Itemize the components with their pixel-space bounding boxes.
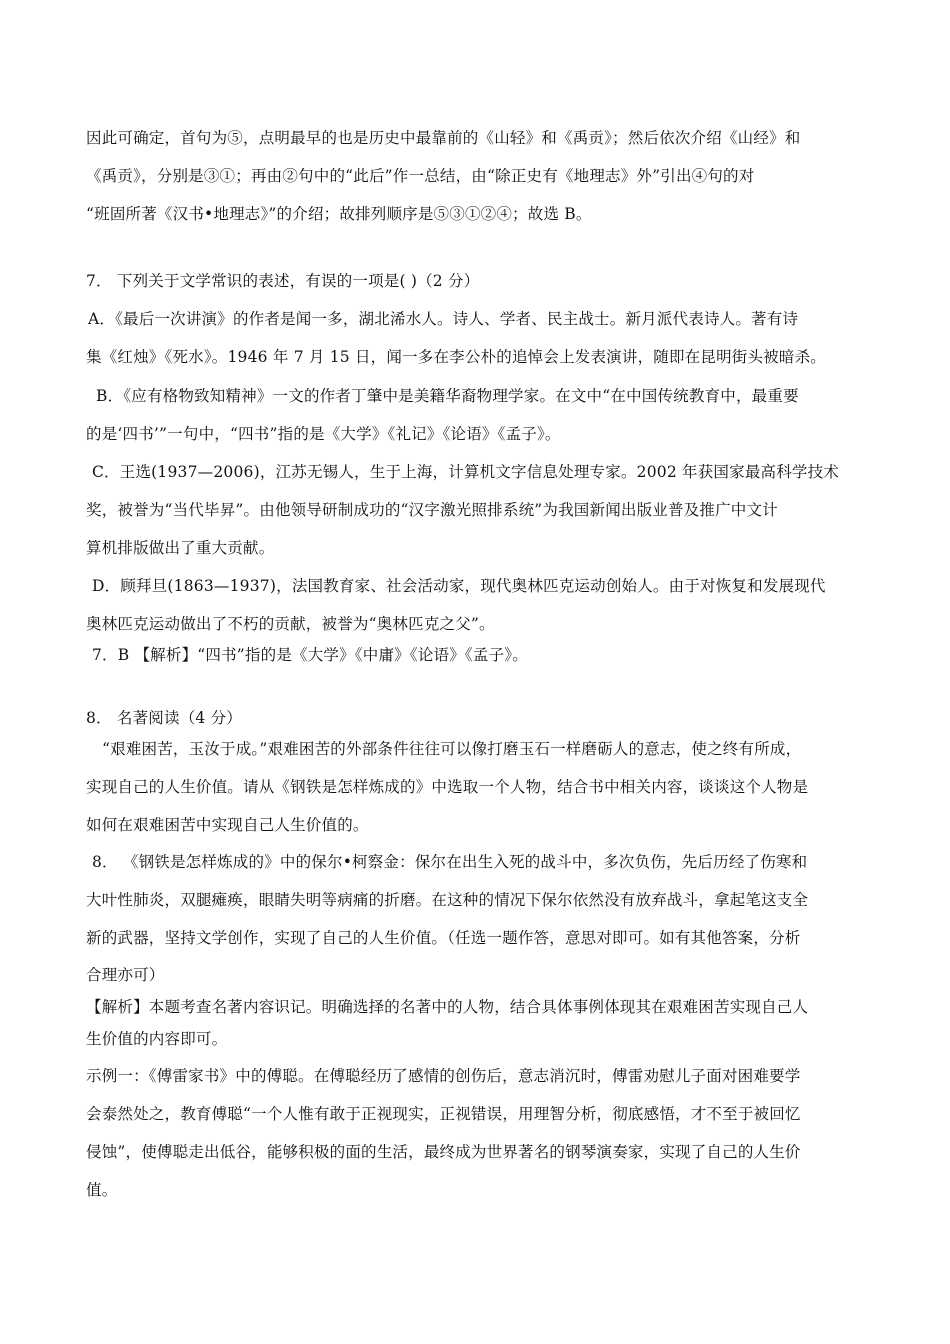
question-7-option-c: C．王选(1937—2006)，江苏无锡人，生于上海，计算机文字信息处理专家。2002 年获国家最高科学技术: [92, 463, 840, 481]
question-7-option-c: 奖，被誉为“当代毕昇”。由他领导研制成功的“汉字激光照排系统”为我国新闻出版业普及推广中文计: [86, 501, 778, 519]
question-8-analysis: 【解析】本题考查名著内容识记。明确选择的名著中的人物，结合具体事例体现其在艰难困苦实现自己人: [86, 998, 809, 1016]
question-7-answer: 7．B 【解析】“四书”指的是《大学》《中庸》《论语》《孟子》。: [92, 646, 528, 664]
explanation-line: 因此可确定，首句为⑤，点明最早的也是历史中最靠前的《山轻》和《禹贡》；然后依次介绍《山经》和: [86, 129, 801, 147]
question-8-answer: 大叶性肺炎，双腿瘫痪，眼睛失明等病痛的折磨。在这种的情况下保尔依然没有放弃战斗，拿起笔这支全: [86, 891, 809, 909]
question-8-answer: 新的武器，坚持文学创作，实现了自己的人生价值。（任选一题作答，意思对即可。如有其他答案，分析: [86, 929, 801, 947]
question-8-example: 侵蚀”，使傅聪走出低谷，能够积极的面的生活，最终成为世界著名的钢琴演奏家，实现了自己的人生价: [86, 1143, 801, 1161]
question-8-example: 会泰然处之，教育傅聪“一个人惟有敢于正视现实，正视错误，用理智分析，彻底感悟，才不至于被回忆: [86, 1105, 801, 1123]
question-8-analysis: 生价值的内容即可。: [86, 1030, 228, 1048]
question-7-option-d: 奥林匹克运动做出了不朽的贡献，被誉为“奥林匹克之父”。: [86, 615, 495, 633]
question-8-prompt: 实现自己的人生价值。请从《钢铁是怎样炼成的》中选取一个人物，结合书中相关内容，谈谈这个人物是: [86, 778, 809, 796]
question-7-option-b: 的是‘四书’”一句中，“四书”指的是《大学》《礼记》《论语》《孟子》。: [86, 425, 561, 443]
question-7-option-b: B．《应有格物致知精神》一文的作者丁肇中是美籍华裔物理学家。在文中“在中国传统教育中，最重要: [96, 387, 799, 405]
question-7-option-a: 集《红烛》《死水》。1946 年 7 月 15 日，闻一多在李公朴的追悼会上发表演讲，随即在昆明街头被暗杀。: [86, 348, 826, 366]
explanation-line: 《禹贡》，分别是③①；再由②句中的“此后”作一总结，由“除正史有《地理志》外”引出④句的对: [86, 167, 755, 185]
question-8-answer: 8． 《钢铁是怎样炼成的》中的保尔•柯察金：保尔在出生入死的战斗中，多次负伤，先后历经了伤寒和: [92, 853, 808, 871]
question-7-stem: 7． 下列关于文学常识的表述，有误的一项是( )（2 分）: [86, 272, 480, 290]
question-8-example: 值。: [86, 1181, 118, 1199]
question-8-prompt: “艰难困苦，玉汝于成。”艰难困苦的外部条件往往可以像打磨玉石一样磨砺人的意志，使之终有所成，: [102, 740, 802, 758]
question-8-prompt: 如何在艰难困苦中实现自己人生价值的。: [86, 816, 369, 834]
question-7-option-d: D．顾拜旦(1863—1937)，法国教育家、社会活动家，现代奥林匹克运动创始人。由于对恢复和发展现代: [92, 577, 826, 595]
question-8-answer: 合理亦可）: [86, 966, 165, 984]
question-7-option-a: A．《最后一次讲演》的作者是闻一多，湖北浠水人。诗人、学者、民主战士。新月派代表诗人。著有诗: [88, 310, 799, 328]
question-8-stem: 8． 名著阅读（4 分）: [86, 709, 242, 727]
question-8-example: 示例一：《傅雷家书》中的傅聪。在傅聪经历了感情的创伤后，意志消沉时，傅雷劝慰儿子面对困难要学: [86, 1067, 801, 1085]
question-7-option-c: 算机排版做出了重大贡献。: [86, 539, 275, 557]
explanation-line: “班固所著《汉书•地理志》”的介绍；故排列顺序是⑤③①②④；故选 B。: [86, 205, 592, 223]
